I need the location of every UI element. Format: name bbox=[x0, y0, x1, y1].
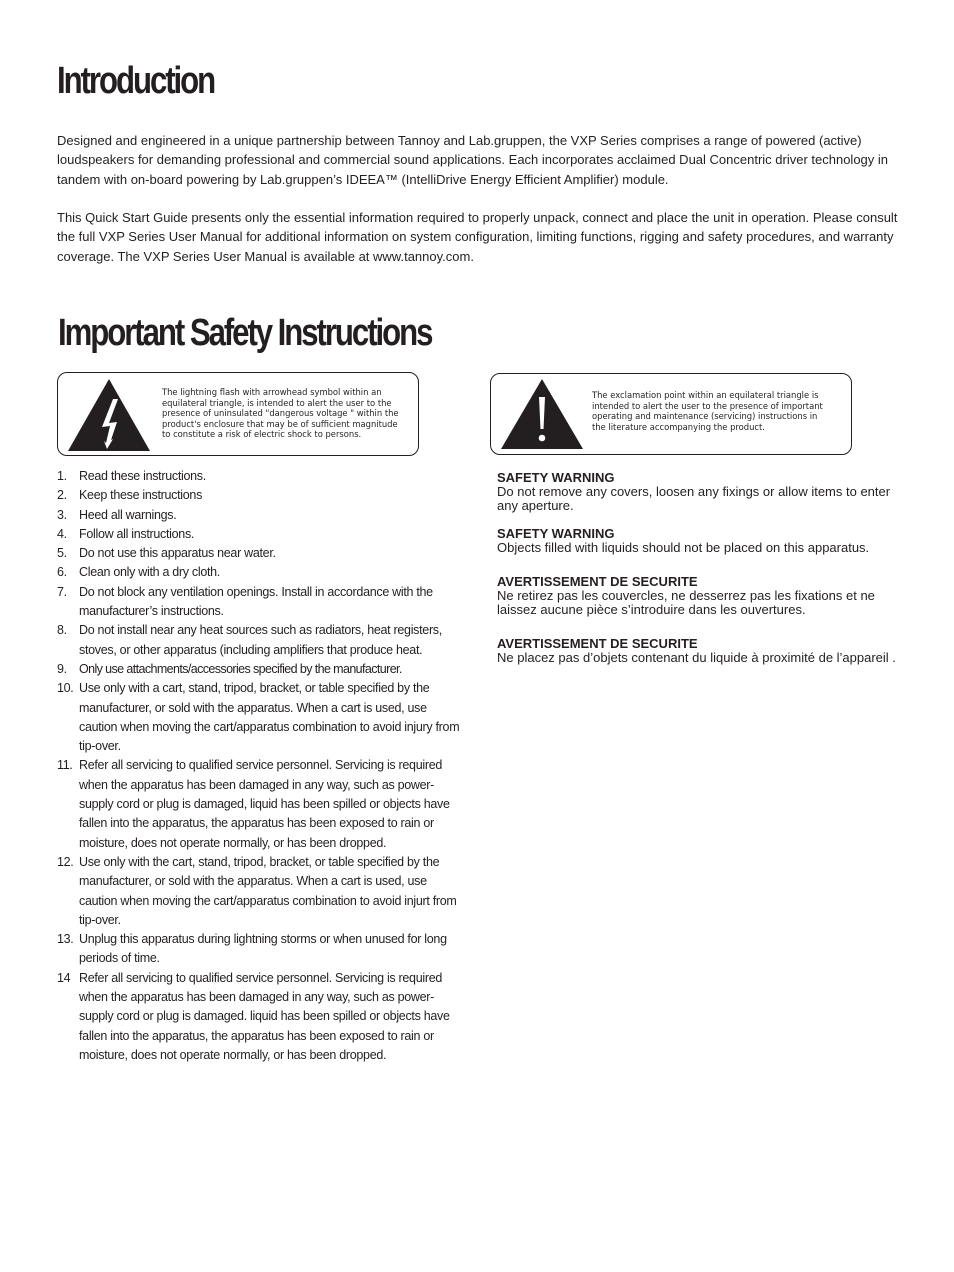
list-item-number: 5. bbox=[57, 546, 67, 561]
list-item bbox=[57, 660, 467, 679]
list-item-number: 1. bbox=[57, 469, 67, 483]
list-item-text: Refer all servicing to qualified service personnel. Servicing is required when the apparatus has been damaged in any way, such as power-supply cord or plug is damaged, liquid has been spilled or objects have fallen into the apparatus, the apparatus has been exposed to rain or moisture, does not operate normally, or has been dropped. bbox=[79, 758, 450, 850]
list-item bbox=[57, 544, 467, 563]
warning-text: Ne placez pas d’objets contenant du liquide à proximité de l’appareil . bbox=[497, 650, 896, 665]
list-item-text: Use only with a cart, stand, tripod, bracket, or table specified by the manufacturer, or sold with the apparatus. When a cart is used, use caution when moving the cart/apparatus combination to avoid injury from tip-over. bbox=[79, 681, 460, 754]
list-item bbox=[57, 969, 467, 1065]
exclamation-symbol-text: The exclamation point within an equilateral triangle is intended to alert the user to the presence of important operating and maintenance (servicing) instructions in the literature accompanying the product. bbox=[592, 390, 823, 432]
warning-text: Ne retirez pas les couvercles, ne desserrez pas les fixations et ne laissez aucune pièce s’introduire dans les ouvertures. bbox=[497, 588, 875, 617]
lightning-triangle-icon bbox=[66, 377, 152, 453]
warning-title: AVERTISSEMENT DE SECURITE bbox=[497, 574, 698, 589]
list-item-number: 4. bbox=[57, 526, 67, 541]
list-item-text: Follow all instructions. bbox=[79, 526, 195, 541]
list-item bbox=[57, 563, 467, 582]
list-item bbox=[57, 756, 467, 852]
safety-instructions-list bbox=[57, 467, 467, 1065]
list-item-text: Only use attachments/accessories specified by the manufacturer. bbox=[79, 661, 402, 676]
list-item bbox=[57, 506, 467, 525]
list-item-number: 13. bbox=[57, 932, 74, 947]
list-item-number: 8. bbox=[57, 623, 67, 638]
list-item bbox=[57, 621, 467, 660]
exclamation-symbol-box bbox=[490, 373, 852, 455]
list-item-text: Use only with the cart, stand, tripod, bracket, or table specified by the manufacturer, or sold with the apparatus. When a cart is used, use caution when moving the cart/apparatus combination to avoid injurt from tip-over. bbox=[79, 854, 457, 927]
list-item-text: Read these instructions. bbox=[79, 469, 206, 483]
list-item bbox=[57, 525, 467, 544]
list-item-text: Do not install near any heat sources such as radiators, heat registers, stoves, or other apparatus (including amplifiers that produce heat. bbox=[79, 623, 442, 657]
list-item-number: 6. bbox=[57, 565, 67, 580]
list-item-text: Keep these instructions bbox=[79, 488, 203, 503]
list-item-text: Clean only with a dry cloth. bbox=[79, 565, 220, 580]
warning-block bbox=[497, 527, 907, 555]
list-item-number: 9. bbox=[57, 661, 67, 676]
list-item bbox=[57, 583, 467, 622]
list-item-number: 12. bbox=[57, 854, 74, 869]
list-item-number: 2. bbox=[57, 488, 67, 503]
list-item-number: 10. bbox=[57, 681, 74, 696]
list-item bbox=[57, 930, 467, 969]
warning-block bbox=[497, 471, 907, 513]
list-item-number: 7. bbox=[57, 584, 67, 599]
intro-paragraph: Designed and engineered in a unique partnership between Tannoy and Lab.gruppen, the VXP Series comprises a range of powered (active) loudspeakers for demanding professional and commercial sound applications. Each incorporates acclaimed Dual Concentric driver technology in tandem with on-board powering by Lab.gruppen’s IDEEA™ (IntelliDrive Energy Efficient Amplifier) module. bbox=[57, 133, 889, 187]
list-item bbox=[57, 486, 467, 505]
warning-title: SAFETY WARNING bbox=[497, 470, 615, 485]
list-item-text: Unplug this apparatus during lightning storms or when unused for long periods of time. bbox=[79, 932, 447, 966]
safety-warnings bbox=[497, 471, 907, 679]
list-item-text: Refer all servicing to qualified service personnel. Servicing is required when the apparatus has been damaged in any way, such as power-supply cord or plug is damaged. liquid has been spilled or objects have fallen into the apparatus, the apparatus has been exposed to rain or moisture, does not operate normally, or has been dropped. bbox=[79, 970, 450, 1062]
page-title: Introduction bbox=[57, 60, 215, 102]
warning-block bbox=[497, 575, 907, 617]
list-item-text: Heed all warnings. bbox=[79, 507, 177, 522]
list-item bbox=[57, 853, 467, 930]
list-item-number: 14 bbox=[57, 970, 71, 985]
list-item bbox=[57, 679, 467, 756]
warning-title: SAFETY WARNING bbox=[497, 526, 615, 541]
list-item-number: 11. bbox=[57, 758, 73, 773]
exclamation-triangle-icon bbox=[499, 377, 585, 451]
intro-paragraph: This Quick Start Guide presents only the essential information required to properly unpack, connect and place the unit in operation. Please consult the full VXP Series User Manual for additional information on system configuration, limiting functions, rigging and safety procedures, and warranty coverage. The VXP Series User Manual is available at www.tannoy.com. bbox=[57, 210, 898, 264]
warning-block bbox=[497, 637, 907, 665]
lightning-symbol-box bbox=[57, 372, 419, 456]
warning-title: AVERTISSEMENT DE SECURITE bbox=[497, 636, 698, 651]
list-item bbox=[57, 467, 467, 486]
list-item-text: Do not block any ventilation openings. Install in accordance with the manufacturer’s instructions. bbox=[79, 584, 433, 619]
list-item-text: Do not use this apparatus near water. bbox=[79, 546, 276, 561]
warning-text: Do not remove any covers, loosen any fixings or allow items to enter any aperture. bbox=[497, 484, 891, 513]
lightning-symbol-text: The lightning flash with arrowhead symbol within an equilateral triangle, is intended to alert the user to the presence of uninsulated "dangerous voltage " within the product's enclosure that may be of sufficient magnitude to constitute a risk of electric shock to persons. bbox=[162, 387, 399, 440]
warning-text: Objects filled with liquids should not be placed on this apparatus. bbox=[497, 540, 870, 555]
list-item-number: 3. bbox=[57, 507, 67, 522]
safety-section-title: Important Safety Instructions bbox=[58, 312, 432, 354]
